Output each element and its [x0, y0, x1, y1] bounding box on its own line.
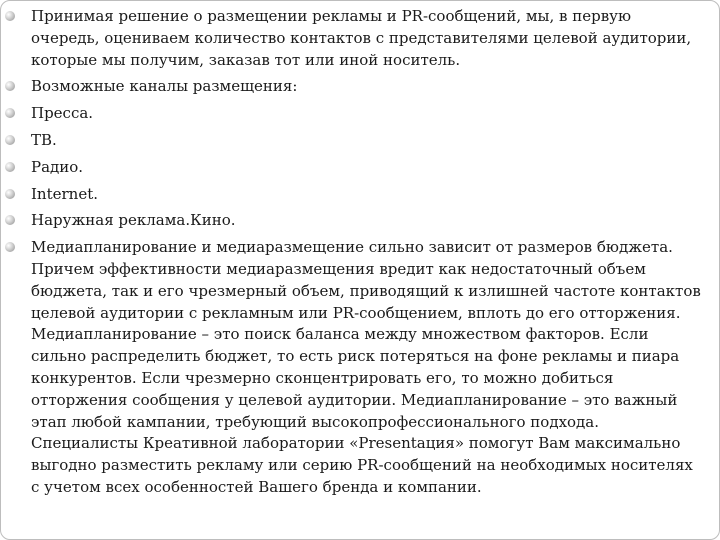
- bullet-item-outdoor: [1, 210, 701, 232]
- bullet-icon: [5, 135, 15, 145]
- bullet-text: ТВ.: [31, 130, 57, 149]
- bullet-item-internet: [1, 184, 701, 206]
- bullet-item-radio: [1, 157, 701, 179]
- bullet-text: Радио.: [31, 157, 84, 176]
- bullet-text: Пресса.: [31, 104, 94, 123]
- bullet-item-tv: [1, 130, 701, 152]
- bullet-text: Internet.: [31, 184, 98, 203]
- bullet-text: Возможные каналы размещения:: [31, 77, 298, 96]
- bullet-item-press: [1, 103, 701, 125]
- bullet-icon: [5, 242, 15, 252]
- bullet-item-channels: [1, 76, 701, 98]
- bullet-icon: [5, 215, 15, 225]
- bullet-text: Наружная реклама.Кино.: [31, 211, 236, 230]
- bullet-item-intro: [1, 6, 701, 71]
- bullet-icon: [5, 162, 15, 172]
- bullet-text: Медиапланирование и медиаразмещение сильно зависит от размеров бюджета. Причем эффективности медиаразмещения вредит как недостаточный объем бюджета, так и его чрезмерный объем, приводящий к излишней частоте контактов целевой аудитории с рекламным или PR-сообщением, вплоть до его отторжения. Медиапланирование – это поиск баланса между множеством факторов. Если сильно распределить бюджет, то есть риск потеряться на фоне рекламы и пиара конкурентов. Если чрезмерно сконцентрировать его, то можно добиться отторжения сообщения у целевой аудитории. Медиапланирование – это важный этап любой кампании, требующий высокопрофессионального подхода. Специалисты Креативной лаборатории «Presentация» помогут Вам максимально выгодно разместить рекламу или серию PR-сообщений на необходимых носителях с учетом всех особенностей Вашего бренда и компании.: [31, 238, 701, 496]
- bullet-icon: [5, 81, 15, 91]
- bullet-list: [1, 6, 701, 504]
- bullet-item-mediaplanning: [1, 237, 701, 499]
- bullet-text: Принимая решение о размещении рекламы и PR-сообщений, мы, в первую очередь, оцениваем количество контактов с представителями целевой аудитории, которые мы получим, заказав тот или иной носитель.: [31, 7, 692, 69]
- bullet-icon: [5, 189, 15, 199]
- bullet-icon: [5, 108, 15, 118]
- bullet-icon: [5, 11, 15, 21]
